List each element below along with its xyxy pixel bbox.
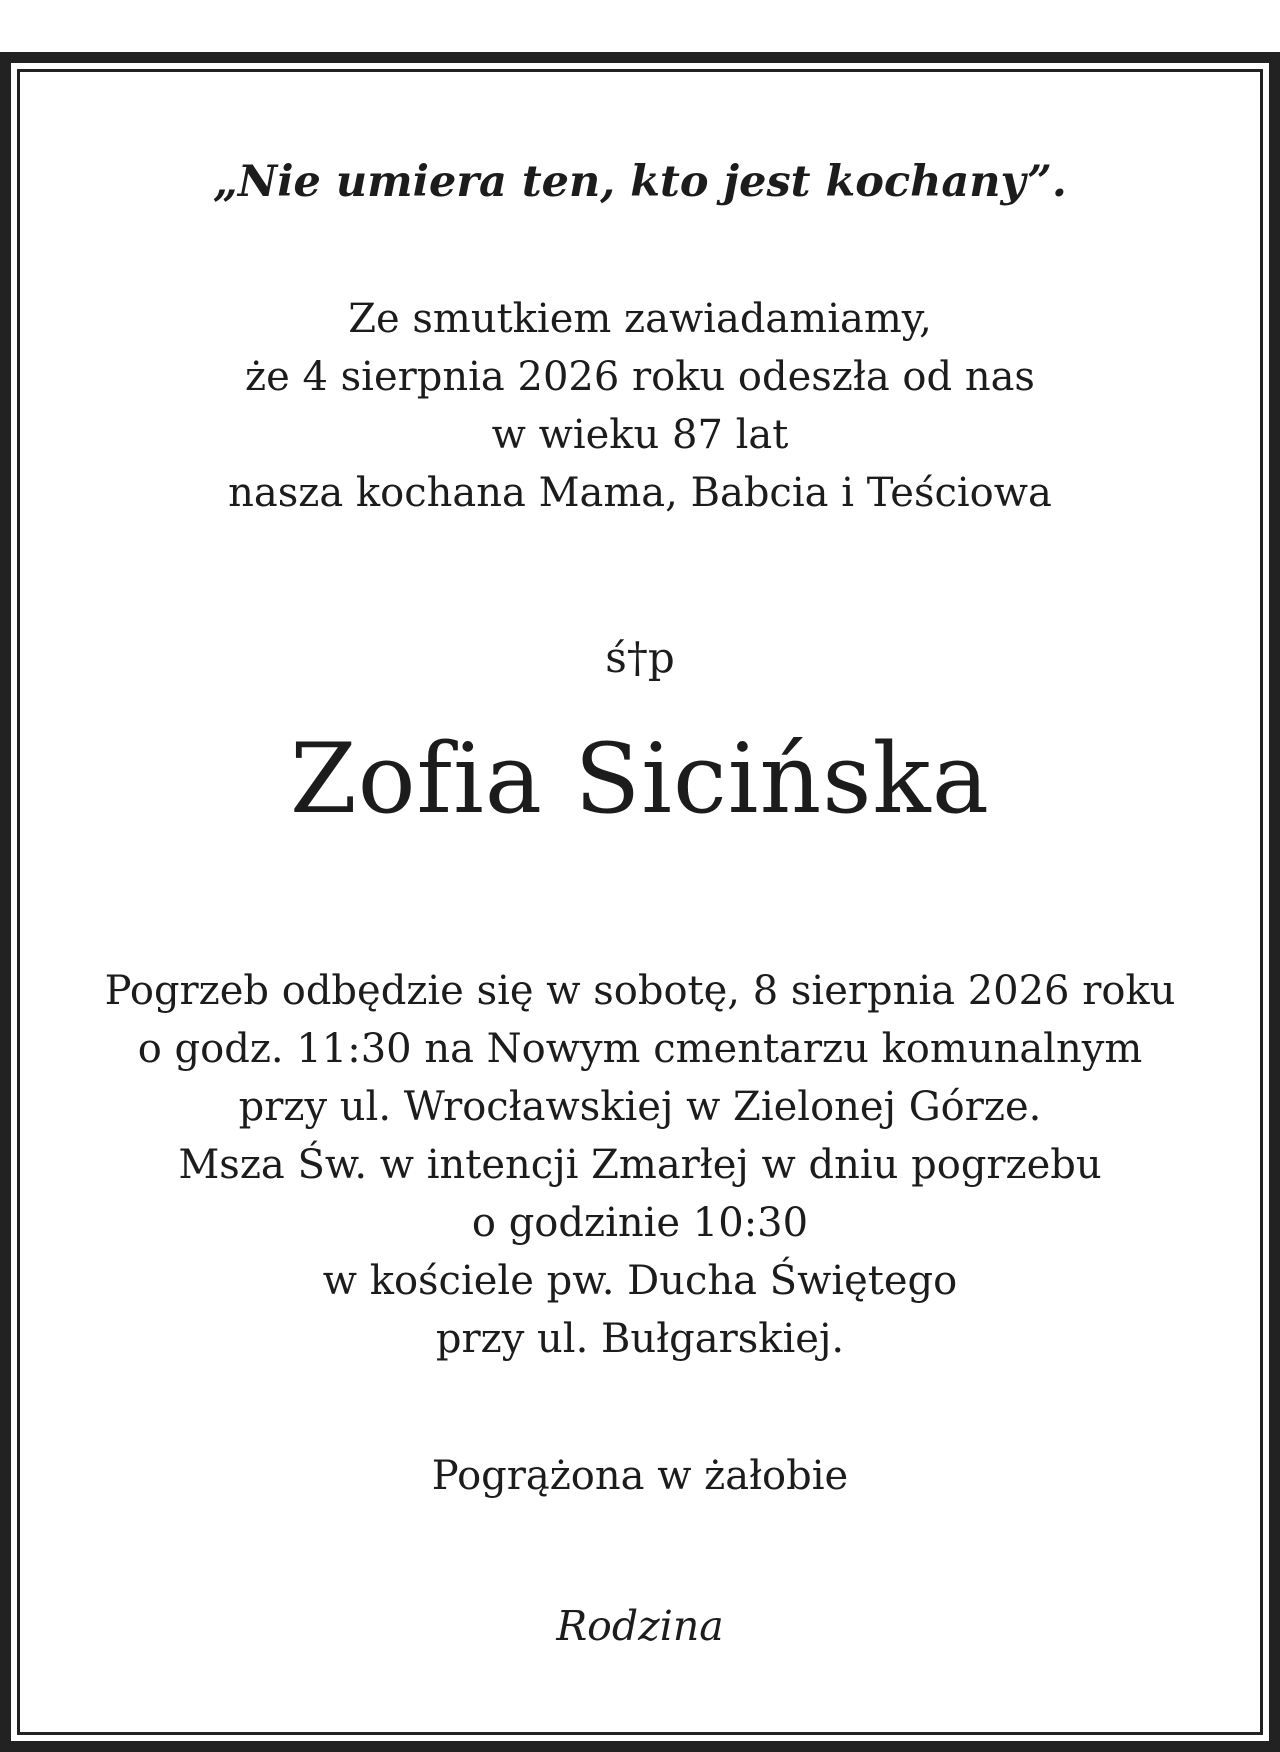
announcement-line: w wieku 87 lat (491, 412, 789, 458)
motto-quote: „Nie umiera ten, kto jest kochany”. (213, 157, 1067, 207)
announcement-line: że 4 sierpnia 2026 roku odeszła od nas (245, 354, 1035, 400)
obituary-notice (20, 72, 1260, 1732)
funeral-line: przy ul. Wrocławskiej w Zielonej Górze. (238, 1084, 1042, 1130)
funeral-details (20, 962, 1260, 1368)
announcement-line: nasza kochana Mama, Babcia i Teściowa (228, 470, 1052, 516)
funeral-line: w kościele pw. Ducha Świętego (322, 1258, 958, 1304)
funeral-line: przy ul. Bułgarskiej. (435, 1316, 845, 1362)
funeral-line: Msza Św. w intencji Zmarłej w dniu pogrzebu (178, 1142, 1102, 1188)
deceased-name: Zofia Sicińska (290, 723, 990, 835)
family-signature: Rodzina (556, 1602, 724, 1650)
funeral-line: Pogrzeb odbędzie się w sobotę, 8 sierpnia 2026 roku (104, 968, 1176, 1014)
funeral-line: o godz. 11:30 na Nowym cmentarzu komunalnym (137, 1026, 1143, 1072)
funeral-line: o godzinie 10:30 (471, 1200, 809, 1246)
mourning-text: Pogrążona w żałobie (431, 1453, 849, 1499)
announcement-line: Ze smutkiem zawiadamiamy, (348, 296, 932, 342)
stp-cross-abbreviation: ś†p (605, 633, 675, 682)
announcement-text (20, 290, 1260, 522)
